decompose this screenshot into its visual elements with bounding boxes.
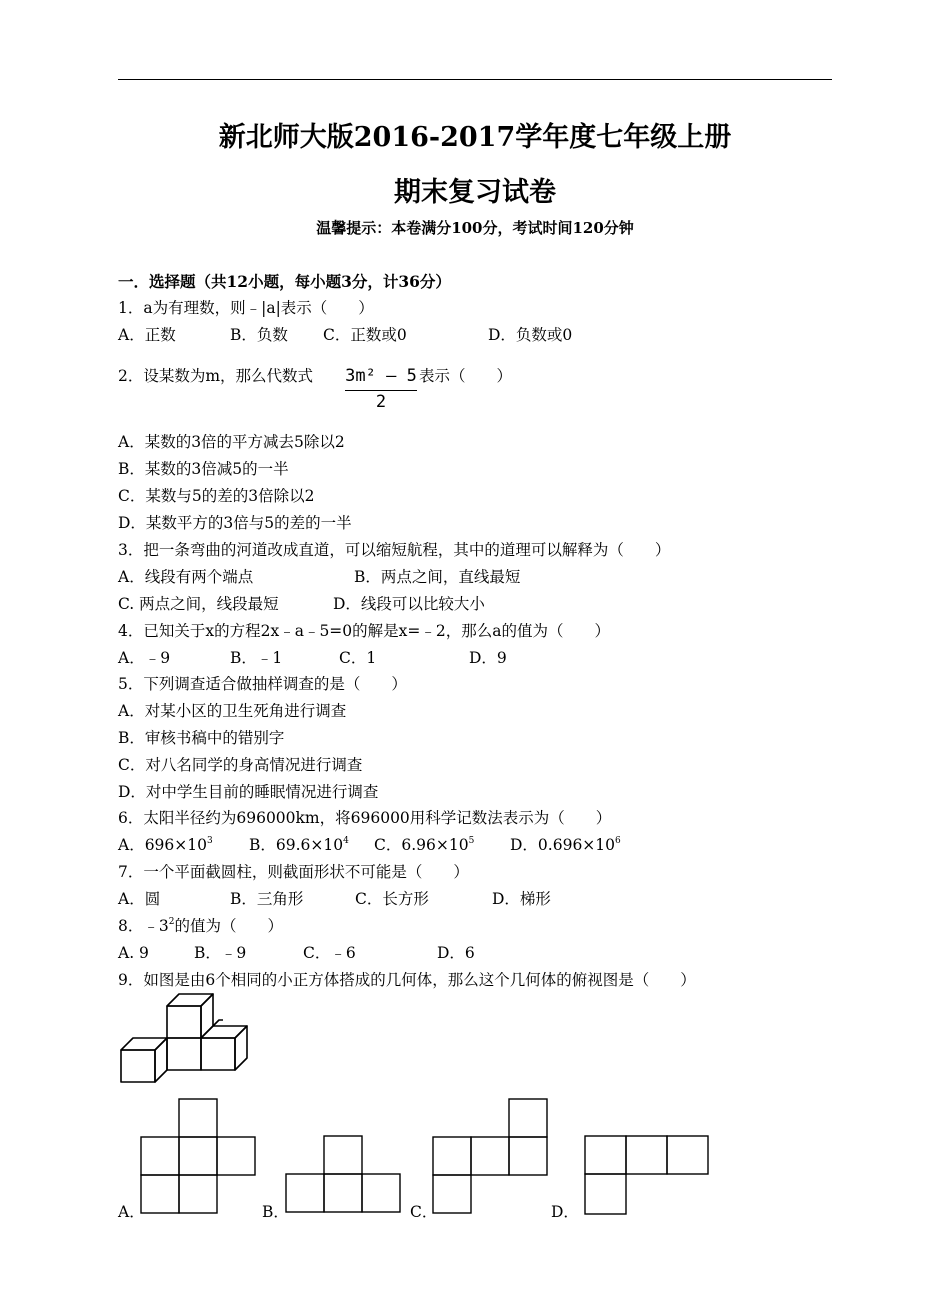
cube-stack-figure (115, 992, 255, 1087)
grid-cell (509, 1099, 547, 1137)
question-1-option-b: B．负数 (230, 326, 288, 344)
question-9-option-b-label: B． (262, 1203, 289, 1221)
grid-cell (585, 1136, 626, 1174)
question-6-option-a: A．$696\times 10^3$ (118, 836, 213, 854)
grid-cell (324, 1136, 362, 1174)
question-9-stem: 9．如图是由6个相同的小正方体搭成的几何体，那么这个几何体的俯视图是（ ） (118, 971, 696, 989)
section-heading: 一．选择题（共12小题，每小题3分，计36分） (118, 272, 451, 291)
page-title: 新北师大版2016-2017学年度七年级上册 (218, 122, 732, 153)
top-view-option-b (284, 1134, 404, 1216)
question-5-option-d: D．对中学生目前的睡眠情况进行调查 (118, 783, 379, 801)
grid-cell (179, 1099, 217, 1137)
cube-left-front (121, 1050, 155, 1082)
question-1-option-a: A．正数 (118, 326, 176, 344)
exam-notice: 温馨提示：本卷满分100分，考试时间120分钟 (316, 219, 634, 237)
cube-left-side (155, 1038, 167, 1082)
question-6-options (118, 835, 832, 855)
grid-cell (141, 1175, 179, 1213)
question-5-option-b: B．审核书稿中的错别字 (118, 729, 285, 747)
fraction-denominator: 2 (375, 392, 387, 412)
question-3-option-d: D．线段可以比较大小 (333, 595, 485, 613)
question-4-option-c: C．1 (339, 649, 377, 667)
question-9-option-c-label: C． (410, 1203, 438, 1221)
grid-cell (585, 1174, 626, 1214)
question-5-option-a: A．对某小区的卫生死角进行调查 (118, 702, 347, 720)
question-7-option-b: B．三角形 (230, 890, 304, 908)
question-3-stem: 3．把一条弯曲的河道改成直道，可以缩短航程，其中的道理可以解释为（ ） (118, 541, 671, 559)
question-8-option-c: C．﹣6 (303, 944, 356, 962)
question-6-option-b: B．$69.6\times 10^4$ (249, 836, 349, 854)
grid-cell (141, 1137, 179, 1175)
question-9-option-a-label: A． (118, 1203, 145, 1221)
cube-top-front (167, 1006, 201, 1038)
cube-back-edge (213, 1020, 223, 1026)
question-8-option-a: A. 9 (118, 944, 149, 962)
question-7-option-a: A．圆 (118, 890, 161, 908)
grid-cell (667, 1136, 708, 1174)
question-6-stem: 6．太阳半径约为696000km，将696000用科学记数法表示为（ ） (118, 809, 612, 827)
question-7-option-c: C．长方形 (355, 890, 429, 908)
question-8-option-d: D．6 (437, 944, 475, 962)
question-2-fraction (343, 366, 419, 414)
top-view-option-c (432, 1097, 552, 1217)
question-7-options (118, 889, 832, 909)
question-3-options-row1 (118, 567, 832, 587)
grid-cell (471, 1137, 509, 1175)
question-5-stem: 5．下列调查适合做抽样调查的是（ ） (118, 675, 407, 693)
question-2-stem-start: 2．设某数为m，那么代数式 (118, 367, 314, 385)
question-8-option-b: B．﹣9 (194, 944, 247, 962)
header-rule (118, 79, 832, 80)
grid-cell (179, 1137, 217, 1175)
grid-cell (626, 1136, 667, 1174)
question-4-option-a: A．﹣9 (118, 649, 171, 667)
question-4-stem: 4．已知关于x的方程2x﹣a﹣5=0的解是x=﹣2，那么a的值为（ ） (118, 622, 610, 640)
cube-right-side (235, 1026, 247, 1070)
question-2-option-b: B．某数的3倍减5的一半 (118, 460, 289, 478)
question-2-option-d: D．某数平方的3倍与5的差的一半 (118, 514, 352, 532)
fraction-numerator: 3m² – 5 (345, 366, 417, 386)
question-4-option-d: D．9 (469, 649, 507, 667)
fraction-bar (345, 390, 417, 391)
cube-middle-front (167, 1038, 201, 1070)
cube-right-front (201, 1038, 235, 1070)
grid-cell (286, 1174, 324, 1212)
grid-cell (433, 1175, 471, 1213)
page-subtitle: 期末复习试卷 (394, 177, 556, 208)
question-5-option-c: C．对八名同学的身高情况进行调查 (118, 756, 363, 774)
question-8-options (118, 943, 832, 963)
question-6-option-c: C．$6.96\times 10^5$ (374, 836, 475, 854)
question-9-option-d-label: D． (551, 1203, 579, 1221)
question-3-option-a: A．线段有两个端点 (118, 568, 254, 586)
question-3-option-c: C. 两点之间，线段最短 (118, 595, 279, 613)
grid-cell (509, 1137, 547, 1175)
question-1-option-d: D．负数或0 (488, 326, 573, 344)
question-7-option-d: D．梯形 (492, 890, 551, 908)
question-1-stem: 1．a为有理数，则﹣|a|表示（ ） (118, 299, 374, 317)
question-4-options (118, 648, 832, 668)
grid-cell (362, 1174, 400, 1212)
grid-cell (433, 1137, 471, 1175)
question-6-option-d: D．$0.696\times 10^6$ (510, 836, 621, 854)
top-view-option-a (140, 1097, 260, 1217)
question-3-options-row2 (118, 594, 832, 614)
question-2-option-a: A．某数的3倍的平方减去5除以2 (118, 433, 345, 451)
question-4-option-b: B．﹣1 (230, 649, 283, 667)
question-3-option-b: B．两点之间，直线最短 (354, 568, 521, 586)
question-8-stem: 8．$﹣3^2$的值为（ ） (118, 917, 283, 935)
grid-cell (179, 1175, 217, 1213)
question-2-option-c: C．某数与5的差的3倍除以2 (118, 487, 315, 505)
grid-cell (217, 1137, 255, 1175)
question-1-options (118, 325, 832, 345)
top-view-option-d (583, 1134, 711, 1218)
question-7-stem: 7．一个平面截圆柱，则截面形状不可能是（ ） (118, 863, 469, 881)
grid-cell (324, 1174, 362, 1212)
question-1-option-c: C．正数或0 (323, 326, 407, 344)
question-2-stem-end: 表示（ ） (419, 367, 513, 385)
